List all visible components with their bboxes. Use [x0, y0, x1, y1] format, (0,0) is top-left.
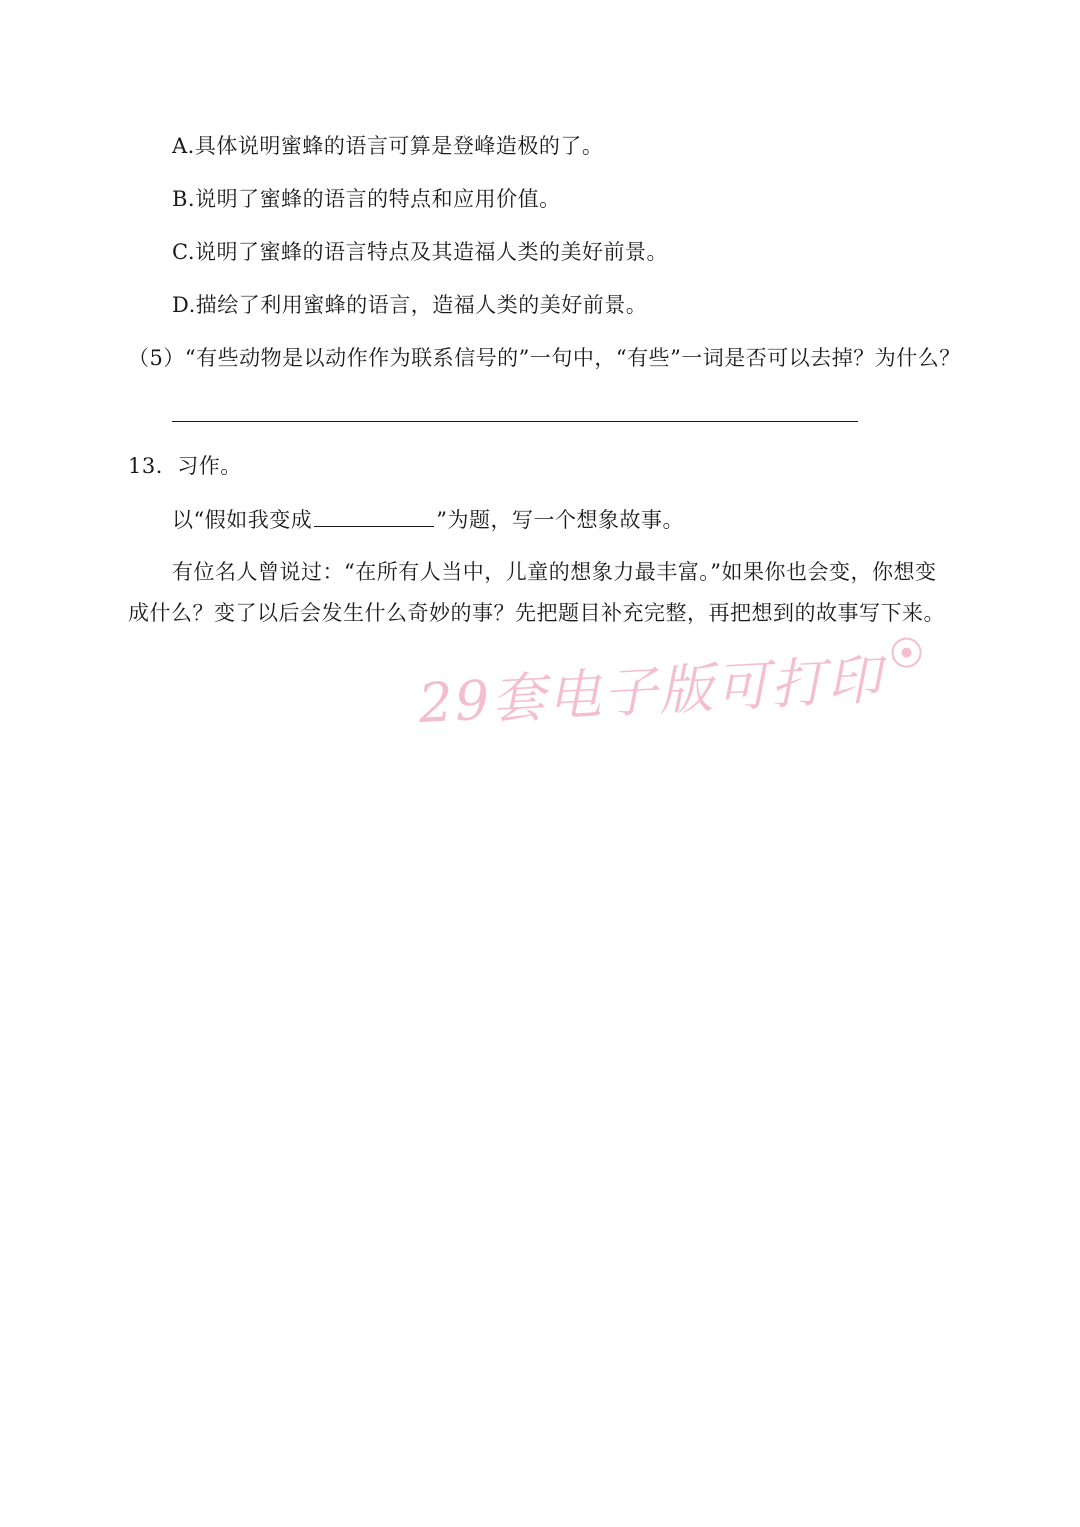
question-13-heading: 13．习作。: [128, 454, 242, 478]
option-d: D.描绘了利用蜜蜂的语言，造福人类的美好前景。: [172, 293, 648, 317]
watermark: [416, 635, 924, 738]
essay-title-suffix: ”为题，写一个想象故事。: [436, 508, 684, 532]
option-c: C.说明了蜜蜂的语言特点及其造福人类的美好前景。: [172, 240, 668, 264]
option-a: A.具体说明蜜蜂的语言可算是登峰造极的了。: [172, 134, 604, 158]
title-blank[interactable]: [314, 504, 434, 527]
essay-prompt-line-1: 有位名人曾说过：“在所有人当中，儿童的想象力最丰富。”如果你也会变，你想变: [172, 560, 937, 584]
answer-line[interactable]: [172, 421, 858, 422]
sub-question-5: （5）“有些动物是以动作作为联系信号的”一句中，“有些”一词是否可以去掉？为什么？: [128, 346, 961, 370]
flower-icon: [891, 637, 923, 669]
option-b: B.说明了蜜蜂的语言的特点和应用价值。: [172, 187, 561, 211]
essay-prompt-line-2: 成什么？变了以后会发生什么奇妙的事？先把题目补充完整，再把想到的故事写下来。: [128, 601, 945, 625]
watermark-text: 29套电子版可打印: [416, 647, 885, 736]
essay-title-line: [172, 504, 684, 535]
essay-title-prefix: 以“假如我变成: [172, 508, 313, 532]
